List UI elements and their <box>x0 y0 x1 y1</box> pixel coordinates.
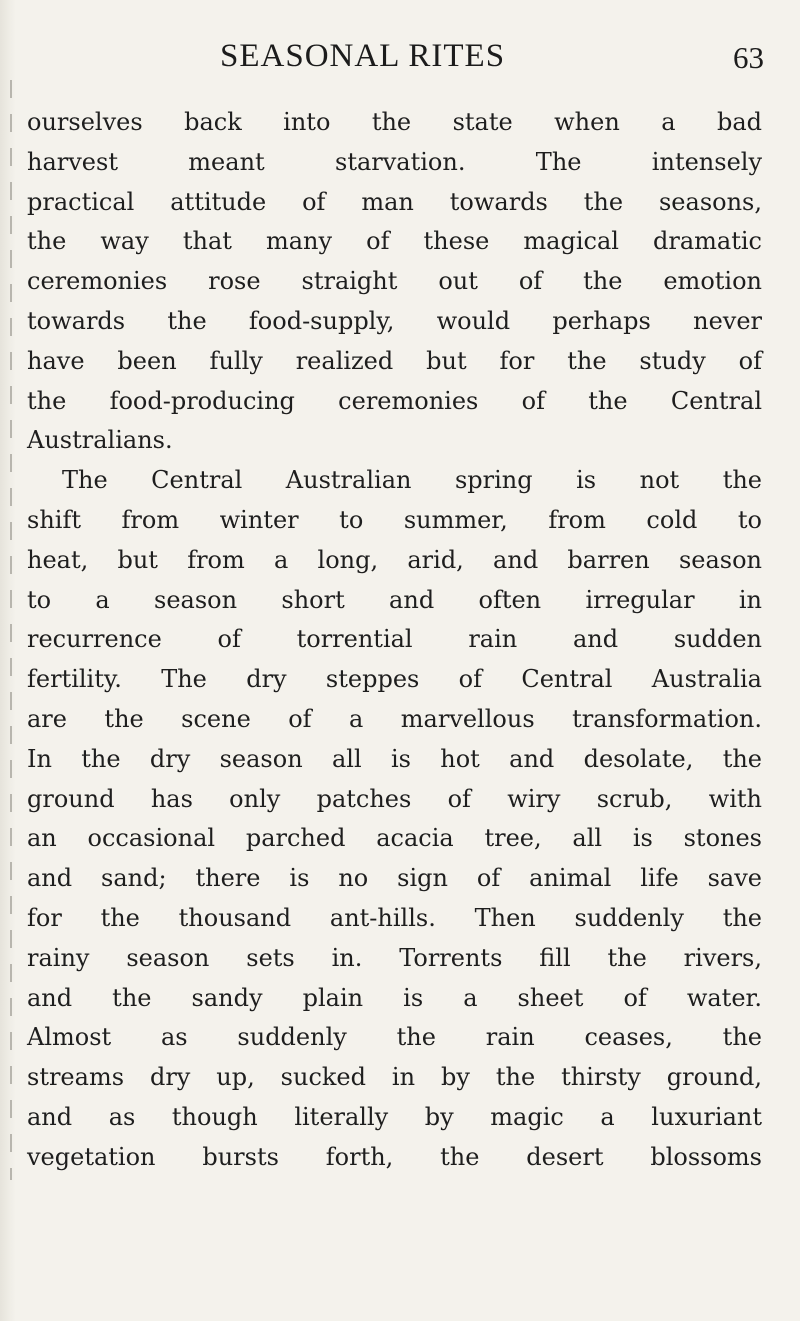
text-line: the food-producing ceremonies of the Central <box>27 386 762 415</box>
text-line: recurrence of torrential rain and sudden <box>27 625 762 654</box>
text-line: and the sandy plain is a sheet of water. <box>27 983 762 1012</box>
text-line: ourselves back into the state when a bad <box>27 108 762 136</box>
running-title: SEASONAL RITES <box>220 38 506 74</box>
text-line: and sand; there is no sign of animal life save <box>27 864 762 893</box>
running-head <box>0 38 800 88</box>
text-line: heat, but from a long, arid, and barren season <box>27 545 762 574</box>
gutter-shadow-line <box>10 80 12 1180</box>
text-line-paragraph-start: The Central Australian spring is not the <box>62 466 762 495</box>
text-line: have been fully realized but for the study of <box>27 346 762 375</box>
text-line: streams dry up, sucked in by the thirsty ground, <box>27 1063 762 1092</box>
text-line: harvest meant starvation. The intensely <box>27 147 762 176</box>
text-line-paragraph-end: Australians. <box>27 426 173 455</box>
text-line: an occasional parched acacia tree, all is stones <box>27 824 762 853</box>
text-line: are the scene of a marvellous transformation. <box>27 705 762 733</box>
text-line: and as though literally by magic a luxuriant <box>27 1103 762 1131</box>
page-gutter <box>0 0 16 1321</box>
text-line: shift from winter to summer, from cold to <box>27 506 762 534</box>
text-line: vegetation bursts forth, the desert blossoms <box>27 1142 762 1171</box>
text-line: ground has only patches of wiry scrub, with <box>27 784 762 813</box>
text-line: for the thousand ant-hills. Then suddenly the <box>27 904 762 932</box>
text-line: Almost as suddenly the rain ceases, the <box>27 1023 762 1052</box>
text-line: ceremonies rose straight out of the emotion <box>27 267 762 296</box>
text-line: practical attitude of man towards the seasons, <box>27 187 762 216</box>
text-line: rainy season sets in. Torrents fill the rivers, <box>27 943 762 972</box>
text-line: towards the food-supply, would perhaps never <box>27 307 762 335</box>
page-number: 63 <box>733 40 764 75</box>
text-line: to a season short and often irregular in <box>27 585 762 614</box>
text-line: In the dry season all is hot and desolate, the <box>27 744 762 773</box>
text-line: the way that many of these magical dramatic <box>27 227 762 256</box>
text-line: fertility. The dry steppes of Central Australia <box>27 665 762 694</box>
